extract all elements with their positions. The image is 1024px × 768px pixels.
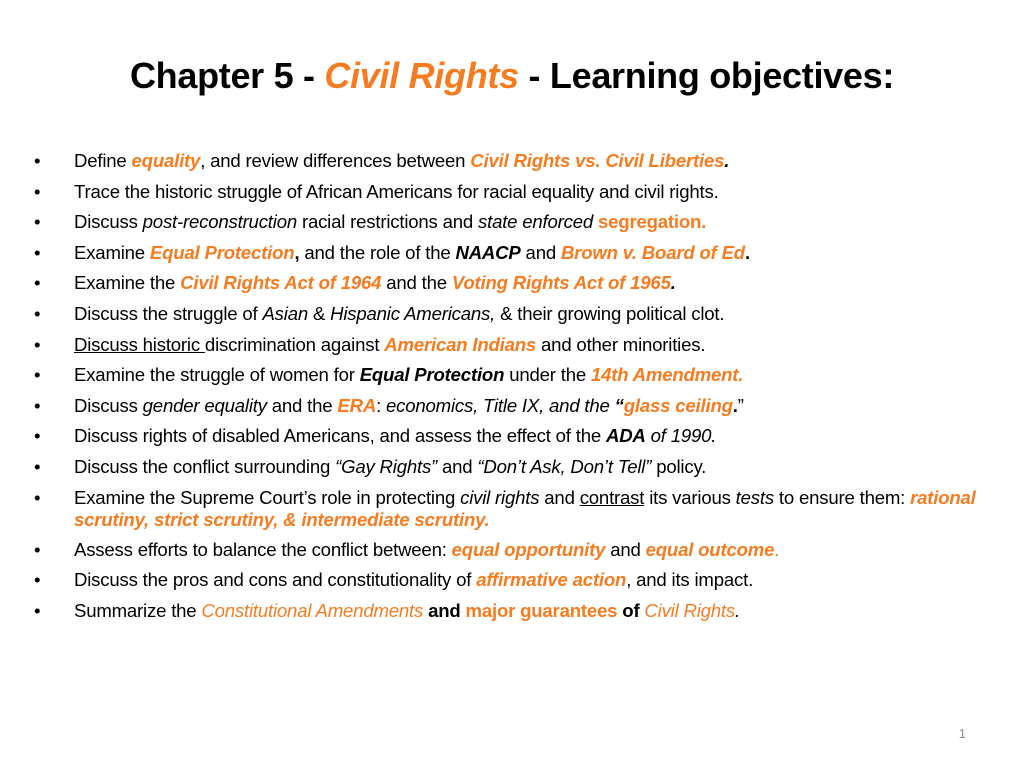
objective-item bbox=[34, 483, 1014, 535]
objective-text: under the bbox=[504, 364, 591, 386]
objective-text: affirmative action bbox=[476, 569, 627, 591]
title-accent: Civil Rights bbox=[324, 55, 519, 96]
objective-text: Examine bbox=[74, 241, 150, 263]
objective-text: . bbox=[735, 599, 740, 621]
objective-text: post-reconstruction bbox=[142, 211, 297, 233]
objective-item bbox=[34, 146, 1014, 177]
objective-text: Brown v. Board of Ed bbox=[560, 241, 745, 263]
objective-text: equal opportunity bbox=[451, 538, 606, 560]
bullet-icon: • bbox=[34, 211, 41, 233]
bullet-icon: • bbox=[34, 394, 41, 416]
objective-text: and the bbox=[266, 394, 338, 416]
objective-text: racial restrictions and bbox=[296, 211, 478, 233]
objective-text: its various bbox=[644, 486, 736, 508]
objective-text: civil rights bbox=[460, 486, 540, 508]
objective-text: Define bbox=[74, 150, 132, 171]
objective-text: and the role of the bbox=[299, 241, 456, 263]
objective-text: . bbox=[724, 150, 730, 171]
bullet-icon: • bbox=[34, 569, 41, 591]
objective-text: Constitutional Amendments bbox=[201, 599, 424, 621]
objective-text: & bbox=[307, 302, 331, 324]
objective-text: and bbox=[539, 486, 580, 508]
objective-text: . bbox=[732, 394, 738, 416]
objective-item bbox=[34, 391, 1014, 422]
objective-text: Asian bbox=[262, 302, 308, 324]
objective-text: Equal Protection bbox=[359, 364, 505, 386]
objective-text: , and its impact. bbox=[626, 569, 754, 591]
objective-text: & their growing political clot. bbox=[495, 302, 725, 324]
page-number: 1 bbox=[958, 726, 966, 741]
objective-text: equality bbox=[131, 150, 201, 171]
objective-text: Discuss bbox=[74, 211, 143, 233]
objective-text: ” bbox=[737, 394, 744, 416]
bullet-icon: • bbox=[34, 272, 41, 294]
objective-text: . bbox=[670, 272, 676, 294]
objective-text: Summarize the bbox=[74, 599, 202, 621]
objective-text: Civil Rights bbox=[644, 599, 735, 621]
objective-text: Assess efforts to balance the conflict between: bbox=[74, 538, 452, 560]
objective-text: Discuss rights of disabled Americans, and assess the effect of the bbox=[74, 425, 606, 447]
objective-item bbox=[34, 330, 1014, 361]
objective-text: major guarantees bbox=[465, 599, 618, 621]
bullet-icon: • bbox=[34, 150, 41, 171]
objective-text: contrast bbox=[579, 486, 645, 508]
objective-text: and bbox=[437, 455, 478, 477]
objective-text: Examine the Supreme Court’s role in protecting bbox=[74, 486, 461, 508]
objective-text: Discuss the struggle of bbox=[74, 302, 263, 324]
bullet-icon: • bbox=[34, 425, 41, 447]
objective-text: and bbox=[428, 599, 461, 621]
bullet-icon: • bbox=[34, 241, 41, 263]
objective-item bbox=[34, 238, 1014, 269]
objective-item bbox=[34, 268, 1014, 299]
objective-item bbox=[34, 177, 1014, 208]
bullet-icon: • bbox=[34, 455, 41, 477]
bullet-icon: • bbox=[34, 302, 41, 324]
objective-text: Discuss the pros and cons and constitutionality of bbox=[74, 569, 477, 591]
objective-text: , and review differences between bbox=[200, 150, 471, 171]
objective-text: and bbox=[520, 241, 561, 263]
objective-text: of 1990. bbox=[650, 425, 717, 447]
objective-text: and other minorities. bbox=[536, 333, 706, 355]
objective-text: NAACP bbox=[455, 241, 521, 263]
objective-text: “Don’t Ask, Don’t Tell” bbox=[477, 455, 652, 477]
objective-text: equal outcome bbox=[645, 538, 775, 560]
bullet-icon: • bbox=[34, 333, 41, 355]
objective-text: policy. bbox=[651, 455, 707, 477]
objective-text: Civil Rights Act of 1964 bbox=[180, 272, 382, 294]
objective-text: Discuss bbox=[74, 394, 143, 416]
bullet-icon: • bbox=[34, 180, 41, 202]
objective-text: , bbox=[294, 241, 300, 263]
objective-text: and the bbox=[381, 272, 452, 294]
title-suffix: - Learning objectives: bbox=[518, 55, 895, 96]
learning-objectives-list bbox=[34, 146, 1014, 626]
objective-text: discrimination against bbox=[204, 333, 385, 355]
objective-item bbox=[34, 207, 1014, 238]
objective-text: tests bbox=[735, 486, 774, 508]
objective-text: Equal Protection bbox=[149, 241, 295, 263]
objective-text: of bbox=[622, 599, 640, 621]
objective-text: “ bbox=[614, 394, 624, 416]
title-prefix: Chapter 5 - bbox=[129, 55, 325, 96]
objective-text: Discuss the conflict surrounding bbox=[74, 455, 336, 477]
objective-item bbox=[34, 565, 1014, 596]
objective-text: “Gay Rights” bbox=[335, 455, 438, 477]
objective-text: . bbox=[744, 241, 750, 263]
objective-text: Trace the historic struggle of African Americans for racial equality and civil rights. bbox=[74, 180, 719, 202]
bullet-icon: • bbox=[34, 364, 41, 386]
objective-text: ADA bbox=[605, 425, 646, 447]
objective-text: and bbox=[605, 538, 646, 560]
objective-text: rational scrutiny, strict scrutiny, & intermediate scrutiny. bbox=[74, 486, 976, 530]
objective-text: to ensure them: bbox=[773, 486, 911, 508]
objective-text: . bbox=[774, 538, 780, 560]
objective-item bbox=[34, 360, 1014, 391]
objective-text: state enforced bbox=[478, 211, 594, 233]
bullet-icon: • bbox=[34, 486, 41, 508]
objective-item bbox=[34, 596, 1014, 627]
objective-item bbox=[34, 421, 1014, 452]
objective-text: economics, Title IX, and the bbox=[386, 394, 615, 416]
objective-text: American Indians bbox=[384, 333, 537, 355]
objective-text: Examine the struggle of women for bbox=[74, 364, 360, 386]
objective-text: Examine the bbox=[74, 272, 181, 294]
objective-text: Civil Rights vs. Civil Liberties bbox=[470, 150, 725, 171]
objective-text: glass ceiling bbox=[623, 394, 733, 416]
objective-item bbox=[34, 452, 1014, 483]
objective-item bbox=[34, 299, 1014, 330]
bullet-icon: • bbox=[34, 538, 41, 560]
objective-text: Discuss historic bbox=[74, 333, 205, 355]
objective-text: : bbox=[376, 394, 386, 416]
objective-item bbox=[34, 535, 1014, 566]
objective-text: Hispanic Americans, bbox=[330, 302, 496, 324]
objective-text: segregation. bbox=[598, 211, 707, 233]
objective-text: ERA bbox=[337, 394, 377, 416]
objective-text: gender equality bbox=[142, 394, 267, 416]
objective-text: 14th Amendment. bbox=[590, 364, 744, 386]
bullet-icon: • bbox=[34, 599, 41, 621]
objective-text: Voting Rights Act of 1965 bbox=[451, 272, 671, 294]
slide-title bbox=[0, 52, 1024, 100]
